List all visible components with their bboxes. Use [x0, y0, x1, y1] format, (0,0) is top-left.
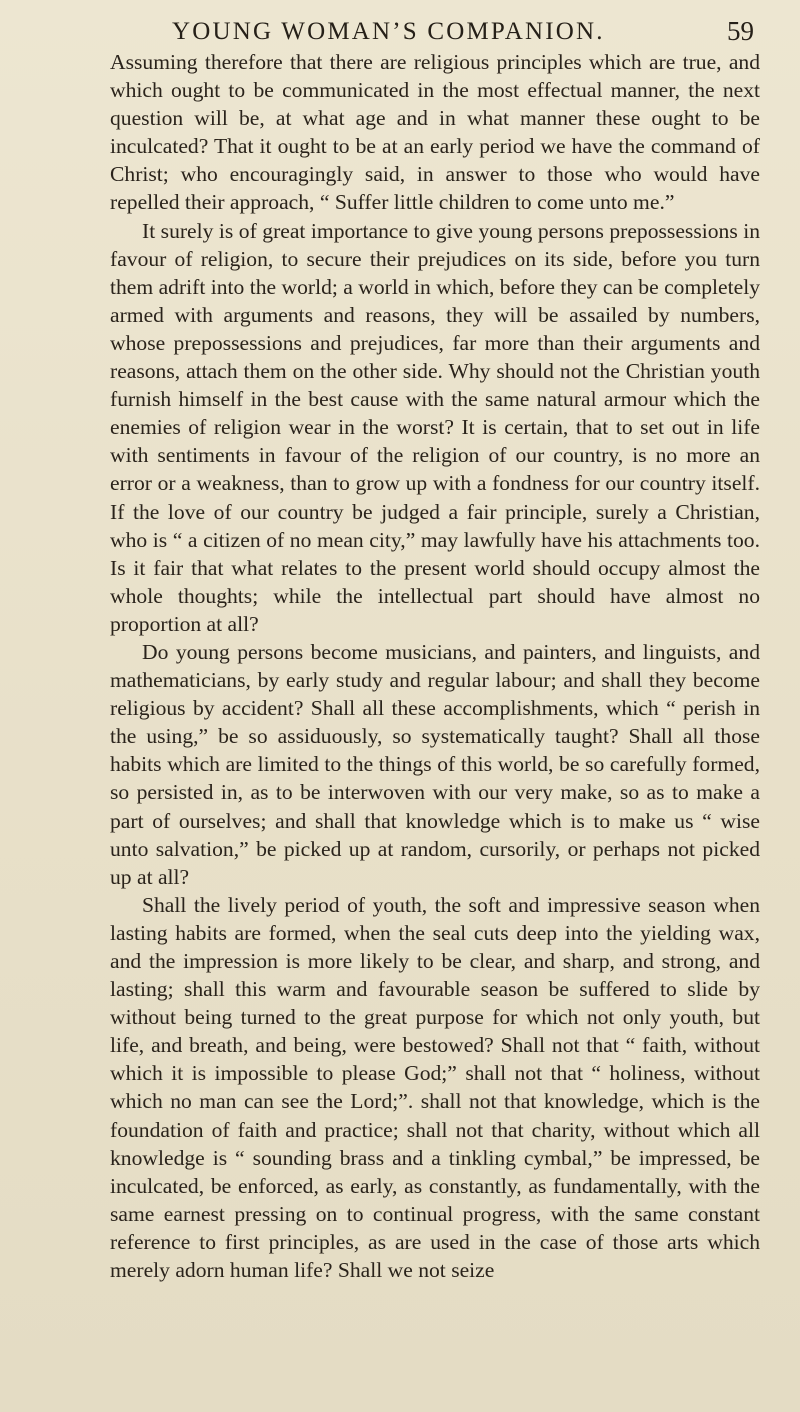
paragraph-1: Assuming therefore that there are religious principles which are true, and which ought to be communicated in the most effectual manner, the next question will be, at what age and in what manner these ought to be inculcated? That it ought to be at an early period we have the command of Christ; who encouragingly said, in answer to those who would have repelled their approach, “ Suffer little children to come unto me.”	[110, 50, 760, 215]
paragraph-4: Shall the lively period of youth, the soft and impressive season when lasting habits are formed, when the seal cuts deep into the yielding wax, and the impression is more likely to be clear, and sharp, and strong, and lasting; shall this warm and favourable season be suffered to slide by without being turned to the great purpose for which not only youth, but life, and breath, and being, were bestowed? Shall not that “ faith, without which it is impossible to please God;” shall not that “ holiness, without which no man can see the Lord;”. shall not that knowledge, which is the foundation of faith and practice; shall not that charity, without which all knowledge is “ sounding brass and a tinkling cymbal,” be impressed, be inculcated, be enforced, as early, as constantly, as fundamentally, with the same earnest pressing on to continual progress, with the same constant reference to first principles, as are used in the case of those arts which merely adorn human life? Shall we not seize	[110, 892, 760, 1283]
paragraph-2: It surely is of great importance to give young persons prepossessions in favour of religion, to secure their prejudices on its side, before you turn them adrift into the world; a world in which, before they can be completely armed with arguments and reasons, they will be assailed by numbers, whose prepossessions and prejudices, far more than their arguments and reasons, attach them on the other side. Why should not the Christian youth furnish himself in the best cause with the same natural armour which the enemies of religion wear in the worst? It is certain, that to set out in life with sentiments in favour of the religion of our country, is no more an error or a weakness, than to grow up with a fondness for our country itself. If the love of our country be judged a fair principle, surely a Christian, who is “ a citizen of no mean city,” may lawfully have his attachments too. Is it fair that what relates to the present world should occupy almost the whole thoughts; while the intellectual part should have almost no proportion at all?	[110, 218, 761, 636]
body-text	[110, 48, 760, 1284]
page-number: 59	[727, 16, 754, 46]
paragraph-3: Do young persons become musicians, and painters, and linguists, and mathematicians, by early study and regular labour; and shall they become religious by accident? Shall all these accomplishments, which “ perish in the using,” be so assiduously, so systematically taught? Shall all those habits which are limited to the things of this world, be so carefully formed, so persisted in, as to be interwoven with our very make, so as to make a part of ourselves; and shall that knowledge which is to make us “ wise unto salvation,” be picked up at random, cursorily, or perhaps not picked up at all?	[110, 639, 760, 889]
page-header	[60, 14, 760, 48]
running-head: YOUNG WOMAN’S COMPANION.	[172, 18, 605, 45]
